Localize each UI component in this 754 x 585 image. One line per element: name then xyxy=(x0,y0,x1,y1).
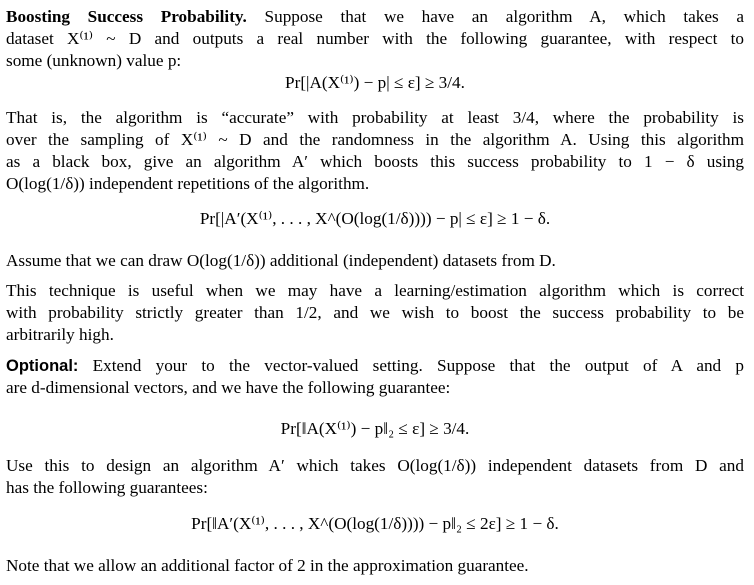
para2-line-3: as a black box, give an algorithm A′ which boosts this success probability to 1 − δ using xyxy=(6,152,744,171)
para5-line-2: are d-dimensional vectors, and we have the following guarantee: xyxy=(6,378,451,397)
para7: Note that we allow an additional factor of 2 in the approximation guarantee. xyxy=(6,556,529,575)
equation-1: Pr[|A(X⁽¹⁾) − p| ≤ ε] ≥ 3/4. xyxy=(285,73,465,92)
para2-line-4: O(log(1/δ)) independent repetitions of the algorithm. xyxy=(6,174,370,193)
intro-line-1-text: Suppose that we have an algorithm A, which takes a xyxy=(264,7,744,26)
equation-4: Pr[‖A′(X⁽¹⁾, . . . , X^(O(log(1/δ)))) − p‖₂ ≤ 2ε] ≥ 1 − δ. xyxy=(191,514,559,533)
intro-line-3: some (unknown) value p: xyxy=(6,51,182,70)
para5-line-1-text: Extend your to the vector-valued setting. Suppose that the output of A and p xyxy=(92,356,745,375)
intro-line-1 xyxy=(6,6,744,28)
para4-line-1: This technique is useful when we may have a learning/estimation algorithm which is correct xyxy=(6,281,744,300)
para6-line-2: has the following guarantees: xyxy=(6,478,208,497)
para2-line-1: That is, the algorithm is “accurate” with probability at least 3/4, where the probability is xyxy=(6,108,744,127)
para4-line-2: with probability strictly greater than 1/2, and we wish to boost the success probability to be xyxy=(6,303,744,322)
para3: Assume that we can draw O(log(1/δ)) additional (independent) datasets from D. xyxy=(6,251,556,270)
section-title: Boosting Success Probability. xyxy=(6,7,247,26)
para2-line-2: over the sampling of X⁽¹⁾ ~ D and the randomness in the algorithm A. Using this algorithm xyxy=(6,130,744,149)
para4-line-3: arbitrarily high. xyxy=(6,325,114,344)
equation-3: Pr[‖A(X⁽¹⁾) − p‖₂ ≤ ε] ≥ 3/4. xyxy=(280,419,470,438)
equation-2: Pr[|A′(X⁽¹⁾, . . . , X^(O(log(1/δ)))) − p| ≤ ε] ≥ 1 − δ. xyxy=(199,209,551,228)
para6-line-1: Use this to design an algorithm A′ which takes O(log(1/δ)) independent datasets from D and xyxy=(6,456,744,475)
optional-label: Optional: xyxy=(6,357,79,375)
para5-line-1 xyxy=(6,355,744,377)
intro-line-2: dataset X⁽¹⁾ ~ D and outputs a real number with the following guarantee, with respect to xyxy=(6,29,744,48)
